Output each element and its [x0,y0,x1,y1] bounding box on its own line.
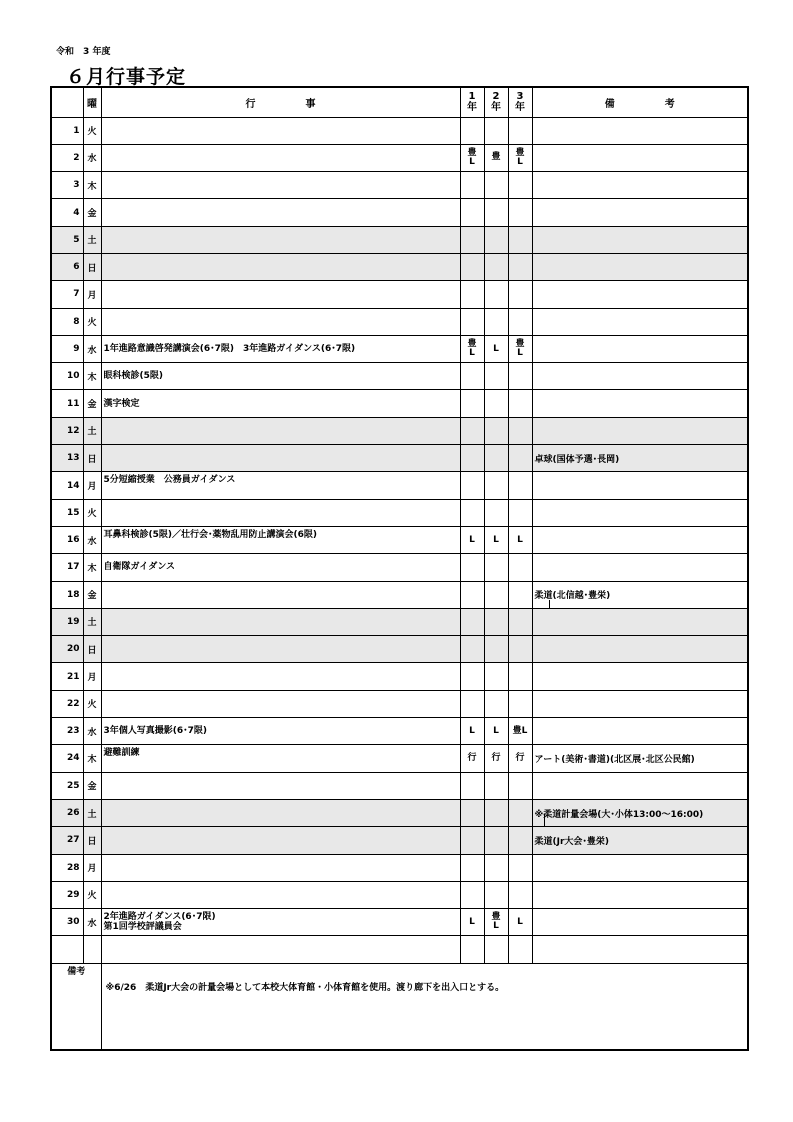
event-cell [101,772,460,799]
grade-2-cell [484,772,508,799]
day-number: 29 [51,881,83,908]
day-number: 30 [51,909,83,936]
day-row [51,554,748,581]
day-of-week: 土 [83,417,101,444]
day-row [51,827,748,854]
grade-1-cell [460,199,484,226]
day-number: 22 [51,690,83,717]
grade-3-cell [508,608,532,635]
grade-3-cell [508,799,532,826]
note-cell [532,226,748,253]
remarks-text: ※6/26 柔道Jr大会の計量会場として本校大体育館・小体育館を使用。渡り廊下を出入口とする。 [101,964,748,1050]
grade-1-cell [460,854,484,881]
grade-2-cell: 行 [484,745,508,772]
grade-3-cell [508,636,532,663]
grade-2-cell [484,636,508,663]
grade-2-cell [484,417,508,444]
event-cell [101,608,460,635]
grade-2-cell [484,172,508,199]
grade-2-cell [484,827,508,854]
day-of-week: 土 [83,799,101,826]
day-row [51,881,748,908]
event-cell: 3年個人写真撮影(6･7限) [101,718,460,745]
grade-3-cell [508,199,532,226]
note-cell [532,526,748,553]
header-notes: 備 考 [532,87,748,117]
grade-2-cell [484,608,508,635]
note-cell [532,909,748,936]
grade-1-cell [460,253,484,280]
event-cell [101,663,460,690]
event-cell [101,281,460,308]
day-number: 16 [51,526,83,553]
grade-1-cell [460,881,484,908]
note-cell [532,335,748,362]
day-row [51,226,748,253]
day-of-week: 木 [83,745,101,772]
grade-2-cell [484,390,508,417]
grade-1-cell [460,363,484,390]
day-of-week: 日 [83,636,101,663]
grade-3-cell [508,445,532,472]
day-row [51,526,748,553]
grade-2-cell [484,854,508,881]
day-of-week: 火 [83,117,101,144]
note-cell [532,308,748,335]
grade-3-cell [508,172,532,199]
grade-3-cell [508,417,532,444]
grade-1-cell: 豊 L [460,335,484,362]
event-cell: 自衛隊ガイダンス [101,554,460,581]
day-number: 26 [51,799,83,826]
day-of-week: 火 [83,690,101,717]
day-number: 8 [51,308,83,335]
grade-3-cell [508,499,532,526]
note-cell [532,199,748,226]
event-cell [101,499,460,526]
day-row [51,581,748,608]
day-row [51,690,748,717]
grade-2-cell [484,690,508,717]
day-number: 24 [51,745,83,772]
day-row [51,445,748,472]
note-cell [532,718,748,745]
grade-2-cell: L [484,718,508,745]
event-cell [101,636,460,663]
grade-2-cell [484,799,508,826]
note-cell [532,117,748,144]
grade-1-cell [460,554,484,581]
day-row [51,854,748,881]
day-number: 13 [51,445,83,472]
day-of-week: 土 [83,226,101,253]
grade-1-cell: L [460,718,484,745]
event-cell [101,581,460,608]
grade-1-cell [460,226,484,253]
day-row [51,390,748,417]
grade-3-cell: 行 [508,745,532,772]
day-of-week: 日 [83,253,101,280]
grade-2-cell [484,199,508,226]
grade-1-cell [460,390,484,417]
grade-3-cell [508,854,532,881]
grade-1-cell [460,117,484,144]
day-number: 5 [51,226,83,253]
note-cell [532,663,748,690]
day-row [51,172,748,199]
day-of-week: 水 [83,144,101,171]
grade-2-cell [484,445,508,472]
header-grade-2: 2 年 [484,87,508,117]
grade-1-cell [460,172,484,199]
day-of-week: 金 [83,199,101,226]
note-cell [532,690,748,717]
era-label: 令和 [56,47,75,57]
blank-row [51,936,748,964]
grade-2-cell [484,363,508,390]
day-number: 23 [51,718,83,745]
grade-3-cell [508,827,532,854]
header-day-number [51,87,83,117]
day-number: 28 [51,854,83,881]
day-of-week: 月 [83,663,101,690]
note-cell [532,172,748,199]
grade-1-cell [460,663,484,690]
event-cell [101,117,460,144]
grade-3-cell: 豊 L [508,144,532,171]
day-row [51,363,748,390]
grade-3-cell: L [508,526,532,553]
day-of-week: 水 [83,909,101,936]
grade-1-cell [460,308,484,335]
day-row [51,745,748,772]
grade-1-cell [460,608,484,635]
day-number: 12 [51,417,83,444]
note-cell [532,281,748,308]
day-row [51,253,748,280]
grade-1-cell [460,499,484,526]
grade-3-cell [508,253,532,280]
day-row [51,772,748,799]
grade-3-cell [508,690,532,717]
grade-2-cell: 豊 [484,144,508,171]
event-cell: 1年進路意識啓発講演会(6･7限) 3年進路ガイダンス(6･7限) [101,335,460,362]
event-cell [101,253,460,280]
grade-3-cell [508,363,532,390]
event-cell [101,144,460,171]
day-of-week: 金 [83,390,101,417]
day-of-week: 土 [83,608,101,635]
day-number: 27 [51,827,83,854]
header-grade-3: 3 年 [508,87,532,117]
day-number: 19 [51,608,83,635]
grade-3-cell [508,772,532,799]
grade-1-cell [460,799,484,826]
day-of-week: 月 [83,472,101,499]
day-number: 25 [51,772,83,799]
event-cell: 耳鼻科検診(5限)／壮行会･薬物乱用防止講演会(6限) [101,526,460,553]
event-cell [101,199,460,226]
note-cell [532,253,748,280]
day-row [51,608,748,635]
grade-3-cell [508,390,532,417]
note-cell [532,499,748,526]
header-row [51,87,748,117]
grade-1-cell: L [460,909,484,936]
grade-1-cell: L [460,526,484,553]
day-number: 6 [51,253,83,280]
event-cell [101,827,460,854]
event-cell: 避難訓練 [101,745,460,772]
header-dow: 曜 [83,87,101,117]
note-cell [532,363,748,390]
grade-1-cell: 豊 L [460,144,484,171]
grade-1-cell [460,281,484,308]
event-cell [101,854,460,881]
note-cell: アート(美術･書道)(北区展･北区公民館) [532,745,748,772]
grade-3-cell [508,554,532,581]
day-row [51,799,748,826]
grade-1-cell [460,581,484,608]
day-number: 21 [51,663,83,690]
remarks-row [51,964,748,1050]
event-cell [101,308,460,335]
event-cell [101,799,460,826]
era-year-line [56,44,110,57]
grade-1-cell: 行 [460,745,484,772]
day-of-week: 火 [83,499,101,526]
event-cell: 漢字検定 [101,390,460,417]
grade-3-cell [508,308,532,335]
grade-1-cell [460,636,484,663]
grade-2-cell [484,881,508,908]
day-row [51,199,748,226]
grade-2-cell [484,663,508,690]
grade-1-cell [460,772,484,799]
day-number: 17 [51,554,83,581]
day-row [51,636,748,663]
grade-2-cell [484,581,508,608]
event-cell: 眼科検診(5限) [101,363,460,390]
grade-2-cell [484,253,508,280]
grade-2-cell [484,281,508,308]
note-cell [532,554,748,581]
day-number: 7 [51,281,83,308]
day-of-week: 木 [83,172,101,199]
note-cell [532,472,748,499]
grade-2-cell [484,117,508,144]
grade-1-cell [460,472,484,499]
day-number: 14 [51,472,83,499]
day-number: 18 [51,581,83,608]
remarks-label: 備考 [51,964,101,1050]
day-row [51,335,748,362]
grade-3-cell: 豊L [508,718,532,745]
day-row [51,472,748,499]
day-of-week: 火 [83,881,101,908]
day-of-week: 日 [83,827,101,854]
note-cell [532,417,748,444]
schedule-table [50,86,749,1051]
grade-1-cell [460,417,484,444]
grade-3-cell [508,472,532,499]
day-of-week: 木 [83,554,101,581]
day-row [51,117,748,144]
day-of-week: 木 [83,363,101,390]
day-number: 9 [51,335,83,362]
day-of-week: 月 [83,281,101,308]
grade-3-cell: L [508,909,532,936]
event-cell: 2年進路ガイダンス(6･7限) 第1回学校評議員会 [101,909,460,936]
day-row [51,499,748,526]
grade-2-cell: 豊 L [484,909,508,936]
day-row [51,909,748,936]
day-of-week: 水 [83,335,101,362]
grade-3-cell [508,226,532,253]
grade-3-cell [508,881,532,908]
grade-2-cell [484,472,508,499]
note-cell: 柔道(Jr大会･豊栄) [532,827,748,854]
note-cell [532,772,748,799]
grade-2-cell [484,226,508,253]
event-cell [101,172,460,199]
grade-1-cell [460,827,484,854]
note-cell [532,636,748,663]
event-cell: 5分短縮授業 公務員ガイダンス [101,472,460,499]
day-of-week: 日 [83,445,101,472]
day-row [51,144,748,171]
grade-1-cell [460,690,484,717]
event-cell [101,226,460,253]
page-title: ６月行事予定 [66,66,187,88]
day-of-week: 金 [83,581,101,608]
day-number: 3 [51,172,83,199]
event-cell [101,881,460,908]
day-row [51,417,748,444]
day-row [51,281,748,308]
grade-2-cell [484,308,508,335]
fiscal-year: 3 [83,47,90,57]
event-cell [101,445,460,472]
note-cell [532,390,748,417]
note-cell [532,854,748,881]
grade-2-cell [484,554,508,581]
day-number: 11 [51,390,83,417]
year-suffix: 年度 [92,47,111,57]
grade-3-cell [508,281,532,308]
header-grade-1: 1 年 [460,87,484,117]
day-number: 10 [51,363,83,390]
day-row [51,663,748,690]
grade-2-cell: L [484,335,508,362]
day-of-week: 水 [83,718,101,745]
day-of-week: 火 [83,308,101,335]
day-of-week: 金 [83,772,101,799]
note-cell [532,608,748,635]
day-number: 20 [51,636,83,663]
day-row [51,308,748,335]
note-cell: 柔道(北信越･豊栄) [532,581,748,608]
event-cell [101,690,460,717]
day-number: 15 [51,499,83,526]
grade-2-cell: L [484,526,508,553]
day-of-week: 水 [83,526,101,553]
grade-3-cell [508,117,532,144]
day-number: 1 [51,117,83,144]
note-cell [532,144,748,171]
grade-2-cell [484,499,508,526]
event-cell [101,417,460,444]
day-of-week: 月 [83,854,101,881]
grade-3-cell: 豊 L [508,335,532,362]
day-number: 2 [51,144,83,171]
grade-1-cell [460,445,484,472]
header-event: 行 事 [101,87,460,117]
note-cell: 卓球(国体予選･長岡) [532,445,748,472]
grade-3-cell [508,581,532,608]
day-number: 4 [51,199,83,226]
note-cell: ※柔道計量会場(大･小体13:00～16:00) [532,799,748,826]
day-row [51,718,748,745]
grade-3-cell [508,663,532,690]
note-cell [532,881,748,908]
